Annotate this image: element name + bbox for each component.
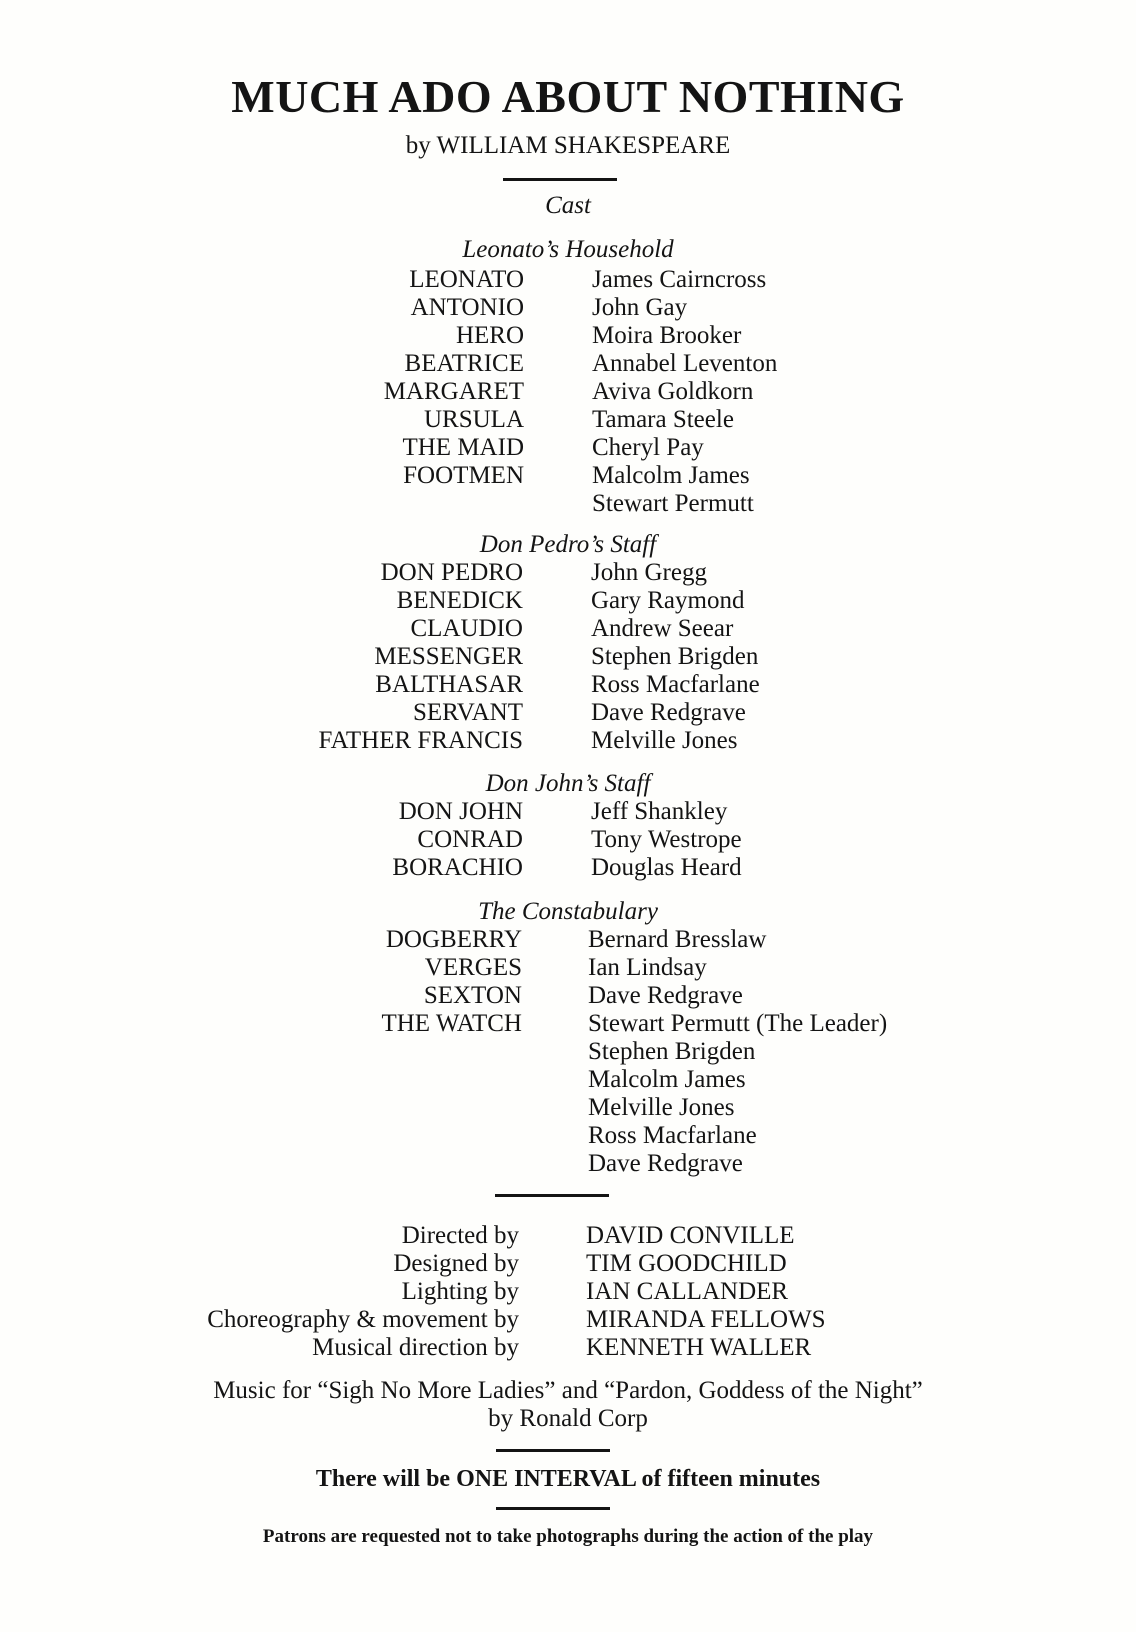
actor-name: Stewart Permutt (The Leader) [588, 1010, 888, 1037]
role-name: DON PEDRO [380, 559, 523, 586]
cast-row [0, 1122, 1136, 1150]
cast-row [0, 643, 1136, 671]
credit-label: Lighting by [401, 1278, 519, 1305]
role-name: BALTHASAR [375, 671, 523, 698]
divider-rule [503, 178, 617, 181]
cast-heading: Cast [545, 192, 591, 219]
divider-rule [495, 1194, 609, 1197]
cast-row [0, 322, 1136, 350]
credit-label: Designed by [393, 1250, 519, 1277]
cast-group-title: The Constabulary [478, 898, 658, 925]
credit-row [0, 1278, 1136, 1306]
role-name: DOGBERRY [385, 926, 522, 953]
cast-row [0, 798, 1136, 826]
cast-row [0, 294, 1136, 322]
cast-row [0, 1150, 1136, 1178]
cast-row [0, 615, 1136, 643]
interval-notice: There will be ONE INTERVAL of fifteen minutes [315, 1466, 821, 1492]
credit-label: Directed by [401, 1222, 519, 1249]
role-name: THE MAID [402, 434, 524, 461]
actor-name: Dave Redgrave [588, 1150, 743, 1177]
divider-rule [496, 1449, 610, 1452]
role-name: FOOTMEN [403, 462, 524, 489]
role-name: BEATRICE [404, 350, 524, 377]
play-title: MUCH ADO ABOUT NOTHING [231, 71, 905, 122]
author-byline: by WILLIAM SHAKESPEARE [405, 132, 731, 159]
divider-rule [496, 1507, 610, 1510]
credit-name: IAN CALLANDER [586, 1278, 789, 1305]
role-name: SERVANT [412, 699, 523, 726]
role-name: MESSENGER [374, 643, 523, 670]
role-name: CLAUDIO [410, 615, 523, 642]
actor-name: Bernard Bresslaw [588, 926, 767, 953]
actor-name: Douglas Heard [591, 854, 742, 881]
cast-row [0, 350, 1136, 378]
role-name: BORACHIO [392, 854, 523, 881]
actor-name: Ross Macfarlane [591, 671, 760, 698]
role-name: ANTONIO [410, 294, 524, 321]
role-name: LEONATO [409, 266, 524, 293]
music-credit-composer: by Ronald Corp [488, 1405, 648, 1432]
credit-label: Choreography & movement by [207, 1306, 519, 1333]
credit-row [0, 1306, 1136, 1334]
actor-name: Ross Macfarlane [588, 1122, 757, 1149]
role-name: HERO [455, 322, 524, 349]
music-credit [0, 1377, 1136, 1433]
credit-name: MIRANDA FELLOWS [586, 1306, 826, 1333]
cast-group-title: Don John’s Staff [485, 770, 651, 797]
cast-row [0, 671, 1136, 699]
role-name: URSULA [423, 406, 524, 433]
cast-row [0, 587, 1136, 615]
cast-row [0, 982, 1136, 1010]
actor-name: Stewart Permutt [592, 490, 754, 517]
role-name: VERGES [424, 954, 522, 981]
role-name: SEXTON [423, 982, 522, 1009]
credit-row [0, 1250, 1136, 1278]
credit-name: KENNETH WALLER [586, 1334, 812, 1361]
cast-group-title: Leonato’s Household [462, 236, 674, 263]
cast-group-title: Don Pedro’s Staff [479, 531, 657, 558]
credit-label: Musical direction by [312, 1334, 519, 1361]
cast-row [0, 1010, 1136, 1038]
cast-row [0, 490, 1136, 518]
cast-row [0, 727, 1136, 755]
cast-row [0, 406, 1136, 434]
actor-name: Malcolm James [588, 1066, 746, 1093]
cast-row [0, 462, 1136, 490]
credit-row [0, 1334, 1136, 1362]
photography-notice: Patrons are requested not to take photographs during the action of the play [262, 1526, 874, 1547]
actor-name: Ian Lindsay [588, 954, 707, 981]
credit-row [0, 1222, 1136, 1250]
role-name: THE WATCH [381, 1010, 522, 1037]
actor-name: Dave Redgrave [591, 699, 746, 726]
actor-name: James Cairncross [592, 266, 767, 293]
cast-row [0, 854, 1136, 882]
actor-name: Dave Redgrave [588, 982, 743, 1009]
actor-name: Aviva Goldkorn [592, 378, 754, 405]
actor-name: John Gregg [591, 559, 707, 586]
role-name: DON JOHN [398, 798, 523, 825]
cast-row [0, 954, 1136, 982]
music-credit-line: Music for “Sigh No More Ladies” and “Pardon, Goddess of the Night” [213, 1377, 923, 1404]
cast-row [0, 1066, 1136, 1094]
cast-row [0, 826, 1136, 854]
actor-name: Stephen Brigden [591, 643, 759, 670]
role-name: FATHER FRANCIS [318, 727, 523, 754]
credit-name: DAVID CONVILLE [586, 1222, 795, 1249]
actor-name: Malcolm James [592, 462, 750, 489]
cast-row [0, 266, 1136, 294]
actor-name: Cheryl Pay [592, 434, 704, 461]
cast-row [0, 378, 1136, 406]
role-name: BENEDICK [396, 587, 523, 614]
role-name: CONRAD [417, 826, 523, 853]
actor-name: Melville Jones [588, 1094, 735, 1121]
credit-name: TIM GOODCHILD [586, 1250, 787, 1277]
actor-name: Andrew Seear [591, 615, 734, 642]
actor-name: Annabel Leventon [592, 350, 778, 377]
actor-name: John Gay [592, 294, 688, 321]
cast-row [0, 699, 1136, 727]
cast-row [0, 926, 1136, 954]
actor-name: Moira Brooker [592, 322, 742, 349]
cast-row [0, 1038, 1136, 1066]
cast-row [0, 1094, 1136, 1122]
actor-name: Melville Jones [591, 727, 738, 754]
actor-name: Gary Raymond [591, 587, 745, 614]
actor-name: Jeff Shankley [591, 798, 728, 825]
actor-name: Tony Westrope [591, 826, 742, 853]
actor-name: Stephen Brigden [588, 1038, 756, 1065]
cast-row [0, 559, 1136, 587]
cast-row [0, 434, 1136, 462]
actor-name: Tamara Steele [592, 406, 734, 433]
role-name: MARGARET [383, 378, 524, 405]
